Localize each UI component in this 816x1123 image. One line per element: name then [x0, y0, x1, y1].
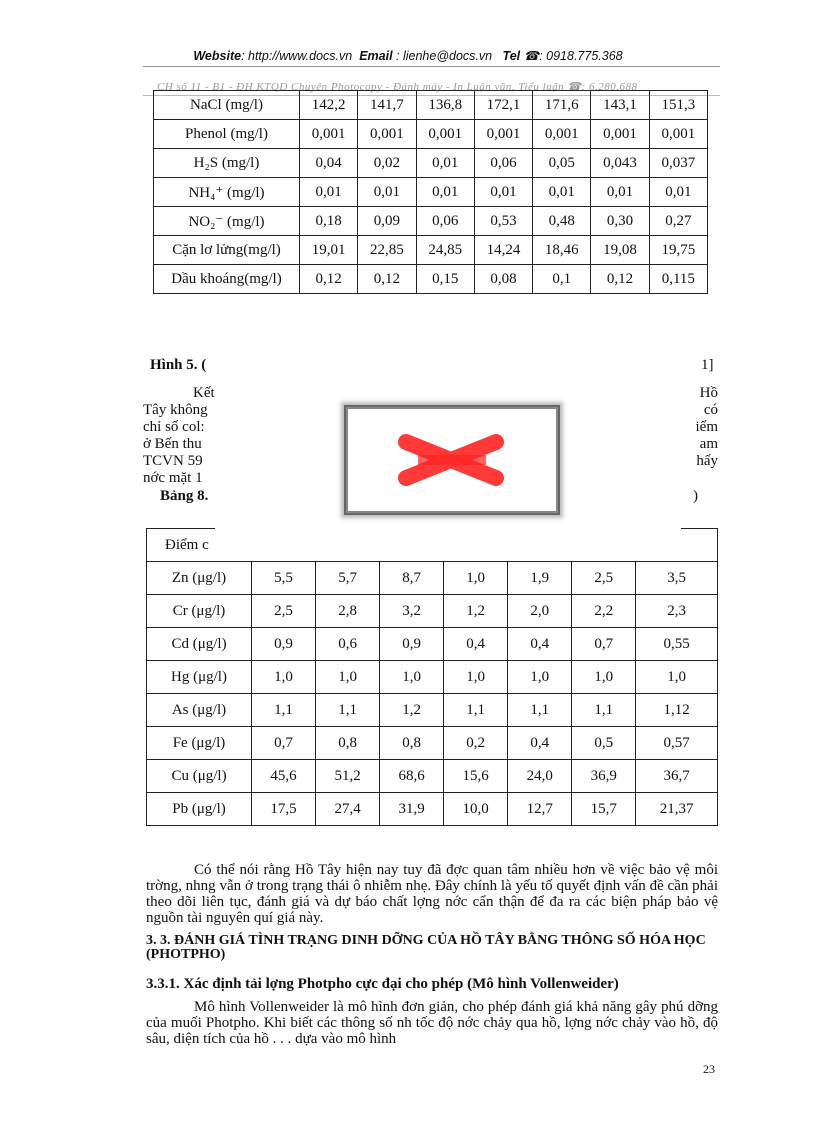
- table-cell: 0,043: [591, 149, 649, 178]
- table-cell: 0,01: [416, 149, 474, 178]
- table-cell: 0,9: [252, 628, 316, 661]
- table-cell: 0,27: [649, 207, 707, 236]
- table-cell: 0,06: [474, 149, 532, 178]
- table-cell: 1,12: [636, 694, 718, 727]
- table-cell: 15,6: [444, 760, 508, 793]
- table-cell: 68,6: [380, 760, 444, 793]
- table-cell: 0,01: [474, 178, 532, 207]
- table-cell: 8,7: [380, 562, 444, 595]
- figure-line-right: hấy: [696, 453, 718, 469]
- paragraph-vollenweider: Mô hình Vollenweider là mô hình đơn giản, cho phép đánh giá khả năng gây phú dỡng của muối Photpho. Khi biết các thông số nh tốc độ nớc chảy qua hồ, lợng nớc chảy vào hồ, độ sâu, diện tích của hồ . . . dựa vào mô hình: [146, 999, 718, 1047]
- table-cell: 1,1: [508, 694, 572, 727]
- tel-label: Tel: [502, 49, 521, 63]
- figure-line-right: Hồ: [699, 385, 718, 401]
- table-cell: 1,2: [380, 694, 444, 727]
- figure-line-left: nớc mặt 1: [143, 470, 203, 486]
- table-cell: 0,15: [416, 265, 474, 294]
- table-cell: 2,2: [572, 595, 636, 628]
- table-row: [147, 628, 718, 661]
- table-row: [147, 793, 718, 826]
- table-cell: 1,0: [636, 661, 718, 694]
- table-cell: 0,1: [533, 265, 591, 294]
- table-row: [154, 91, 708, 120]
- table-cell: 15,7: [572, 793, 636, 826]
- table-cell: 2,5: [572, 562, 636, 595]
- table-cell: 0,06: [416, 207, 474, 236]
- table-cell: 0,001: [474, 120, 532, 149]
- table-cell: 0,7: [252, 727, 316, 760]
- table-row: [147, 661, 718, 694]
- table-cell: 12,7: [508, 793, 572, 826]
- table-row: [147, 727, 718, 760]
- heavy-metal-table: [146, 528, 718, 826]
- table-cell: 19,08: [591, 236, 649, 265]
- table-cell: 142,2: [300, 91, 358, 120]
- table-cell: 0,001: [533, 120, 591, 149]
- table-cell: 0,001: [358, 120, 416, 149]
- table-cell: 1,1: [572, 694, 636, 727]
- website-url[interactable]: : http://www.docs.vn: [241, 49, 353, 63]
- table-row: [147, 760, 718, 793]
- table-cell: 1,0: [508, 661, 572, 694]
- row-label: Pb (μg/l): [147, 793, 252, 826]
- table-cell: 0,30: [591, 207, 649, 236]
- email-label: Email: [359, 49, 393, 63]
- figure-line-left: TCVN 59: [143, 453, 203, 469]
- table-cell: 0,05: [533, 149, 591, 178]
- table-cell: 1,2: [444, 595, 508, 628]
- row-label: Fe (μg/l): [147, 727, 252, 760]
- figure-line-left: Kết: [193, 385, 215, 401]
- table-cell: 0,001: [591, 120, 649, 149]
- table-cell: 0,01: [591, 178, 649, 207]
- table-cell: 2,8: [316, 595, 380, 628]
- table-cell: 22,85: [358, 236, 416, 265]
- table-cell: 0,037: [649, 149, 707, 178]
- header-subline: CH số 11 - B1 - ĐH KTQD Chuyên Photocopy - Đánh máy - In Luận văn, Tiểu luận ☎: 6.280.688: [157, 81, 638, 93]
- section-heading-3-3-1: 3.3.1. Xác định tải lợng Photpho cực đại cho phép (Mô hình Vollenweider): [146, 976, 619, 992]
- table-cell: 0,001: [300, 120, 358, 149]
- table-cell: 0,2: [444, 727, 508, 760]
- row-label: NaCl (mg/l): [154, 91, 300, 120]
- table-cell: 2,0: [508, 595, 572, 628]
- table-caption: Bảng 8.: [160, 488, 209, 504]
- table-cell: 0,115: [649, 265, 707, 294]
- page-number: 23: [703, 1062, 715, 1076]
- figure-line-right: am: [699, 436, 718, 452]
- table-row: [154, 236, 708, 265]
- red-x-icon: [346, 407, 558, 513]
- table-cell: 0,04: [300, 149, 358, 178]
- table-cell: 0,9: [380, 628, 444, 661]
- table-cell: 14,24: [474, 236, 532, 265]
- table-cell: 0,53: [474, 207, 532, 236]
- table-cell: 1,1: [316, 694, 380, 727]
- table-row: [154, 207, 708, 236]
- row-label: Cặn lơ lửng(mg/l): [154, 236, 300, 265]
- table-cell: 0,01: [649, 178, 707, 207]
- table-cell: 0,09: [358, 207, 416, 236]
- table-row: [147, 694, 718, 727]
- table-row: [154, 120, 708, 149]
- table-cell: 0,4: [508, 628, 572, 661]
- table-cell: 18,46: [533, 236, 591, 265]
- figure-line-left: chỉ số col:: [143, 419, 205, 435]
- table-cell: 10,0: [444, 793, 508, 826]
- table-cell: 151,3: [649, 91, 707, 120]
- table-cell: 0,8: [316, 727, 380, 760]
- row-label: Cd (μg/l): [147, 628, 252, 661]
- table-cell: 1,9: [508, 562, 572, 595]
- row-label: Hg (μg/l): [147, 661, 252, 694]
- table-cell: 3,2: [380, 595, 444, 628]
- table-row: [147, 595, 718, 628]
- table-cell: 45,6: [252, 760, 316, 793]
- water-quality-table-1: [153, 90, 708, 294]
- table-cell: 0,8: [380, 727, 444, 760]
- paragraph-conclusion: Có thể nói rằng Hồ Tây hiện nay tuy đã đợc quan tâm nhiều hơn về việc bảo vệ môi trờng, nhng vẫn ở trong trạng thái ô nhiễm nhẹ. Đây chính là yếu tố quyết định vấn đề cần phải theo dõi liên tục, đánh giá và dự báo chất lợng nớc cẩn thận để đa ra các biện pháp bảo vệ nguồn tài nguyên quí giá này.: [146, 862, 718, 926]
- table-cell: 0,08: [474, 265, 532, 294]
- table-cell: 0,12: [300, 265, 358, 294]
- table-cell: 0,01: [416, 178, 474, 207]
- table-cell: 2,5: [252, 595, 316, 628]
- figure-line-left: Tây không: [143, 402, 208, 418]
- table-cell: 36,7: [636, 760, 718, 793]
- phone-icon: ☎: [523, 49, 540, 63]
- table-cell: 27,4: [316, 793, 380, 826]
- table-cell: 1,0: [444, 661, 508, 694]
- row-label: As (μg/l): [147, 694, 252, 727]
- figure-line-left: ở Bến thu: [143, 436, 202, 452]
- table-cell: 5,5: [252, 562, 316, 595]
- row-label: Cr (μg/l): [147, 595, 252, 628]
- table-cell: 171,6: [533, 91, 591, 120]
- row-label: NH₄⁺ (mg/l): [154, 178, 300, 207]
- table-cell: 1,0: [444, 562, 508, 595]
- figure-line-right: có: [703, 402, 718, 418]
- table-caption-end: ): [693, 488, 698, 504]
- table-row: [147, 562, 718, 595]
- table-cell: 136,8: [416, 91, 474, 120]
- table-cell: 0,57: [636, 727, 718, 760]
- table-cell: 0,4: [444, 628, 508, 661]
- row-label: NO₂⁻ (mg/l): [154, 207, 300, 236]
- table-cell: 0,55: [636, 628, 718, 661]
- table-header-cell: Điểm c: [147, 529, 718, 562]
- email-address[interactable]: : lienhe@docs.vn: [396, 49, 493, 63]
- figure-caption-end: 1]: [701, 357, 714, 373]
- table-row: [154, 178, 708, 207]
- table-cell: 1,0: [316, 661, 380, 694]
- table-cell: 0,6: [316, 628, 380, 661]
- table-cell: 51,2: [316, 760, 380, 793]
- table-cell: 3,5: [636, 562, 718, 595]
- table-cell: 1,1: [444, 694, 508, 727]
- table-cell: 172,1: [474, 91, 532, 120]
- row-label: Phenol (mg/l): [154, 120, 300, 149]
- table-cell: 0,02: [358, 149, 416, 178]
- table-cell: 0,12: [591, 265, 649, 294]
- tel-number: : 0918.775.368: [539, 49, 623, 63]
- row-label: Dầu khoáng(mg/l): [154, 265, 300, 294]
- header-rule: [143, 66, 720, 67]
- row-label: Zn (μg/l): [147, 562, 252, 595]
- table-cell: 1,1: [252, 694, 316, 727]
- section-heading-3-3: 3. 3. ĐÁNH GIÁ TÌNH TRẠNG DINH DỠNG CỦA HỒ TÂY BẰNG THÔNG SỐ HÓA HỌC (PHOTPHO): [146, 933, 706, 962]
- table-cell: 0,18: [300, 207, 358, 236]
- website-label: Website: [193, 49, 242, 63]
- table-cell: 17,5: [252, 793, 316, 826]
- table-cell: 1,0: [572, 661, 636, 694]
- row-label: H₂S (mg/l): [154, 149, 300, 178]
- table-cell: 143,1: [591, 91, 649, 120]
- table-cell: 36,9: [572, 760, 636, 793]
- table-cell: 0,01: [300, 178, 358, 207]
- broken-image-icon: [344, 405, 560, 515]
- table-cell: 1,0: [380, 661, 444, 694]
- table-row: [154, 265, 708, 294]
- figure-caption: Hình 5. (: [150, 357, 207, 373]
- table-cell: 19,75: [649, 236, 707, 265]
- table-cell: 19,01: [300, 236, 358, 265]
- table-cell: 141,7: [358, 91, 416, 120]
- table-cell: 0,01: [533, 178, 591, 207]
- table-cell: 0,4: [508, 727, 572, 760]
- page-header: [0, 48, 816, 63]
- table-cell: 1,0: [252, 661, 316, 694]
- table-row: [154, 149, 708, 178]
- row-label: Cu (μg/l): [147, 760, 252, 793]
- table-cell: 0,001: [416, 120, 474, 149]
- table-cell: 0,001: [649, 120, 707, 149]
- table-cell: 24,0: [508, 760, 572, 793]
- table-cell: 0,48: [533, 207, 591, 236]
- table-cell: 0,5: [572, 727, 636, 760]
- table-cell: 21,37: [636, 793, 718, 826]
- table-cell: 2,3: [636, 595, 718, 628]
- table-cell: 0,7: [572, 628, 636, 661]
- table-cell: 24,85: [416, 236, 474, 265]
- table-cell: 31,9: [380, 793, 444, 826]
- table-cell: 0,12: [358, 265, 416, 294]
- table-cell: 0,01: [358, 178, 416, 207]
- figure-line-right: iểm: [695, 419, 718, 435]
- table-cell: 5,7: [316, 562, 380, 595]
